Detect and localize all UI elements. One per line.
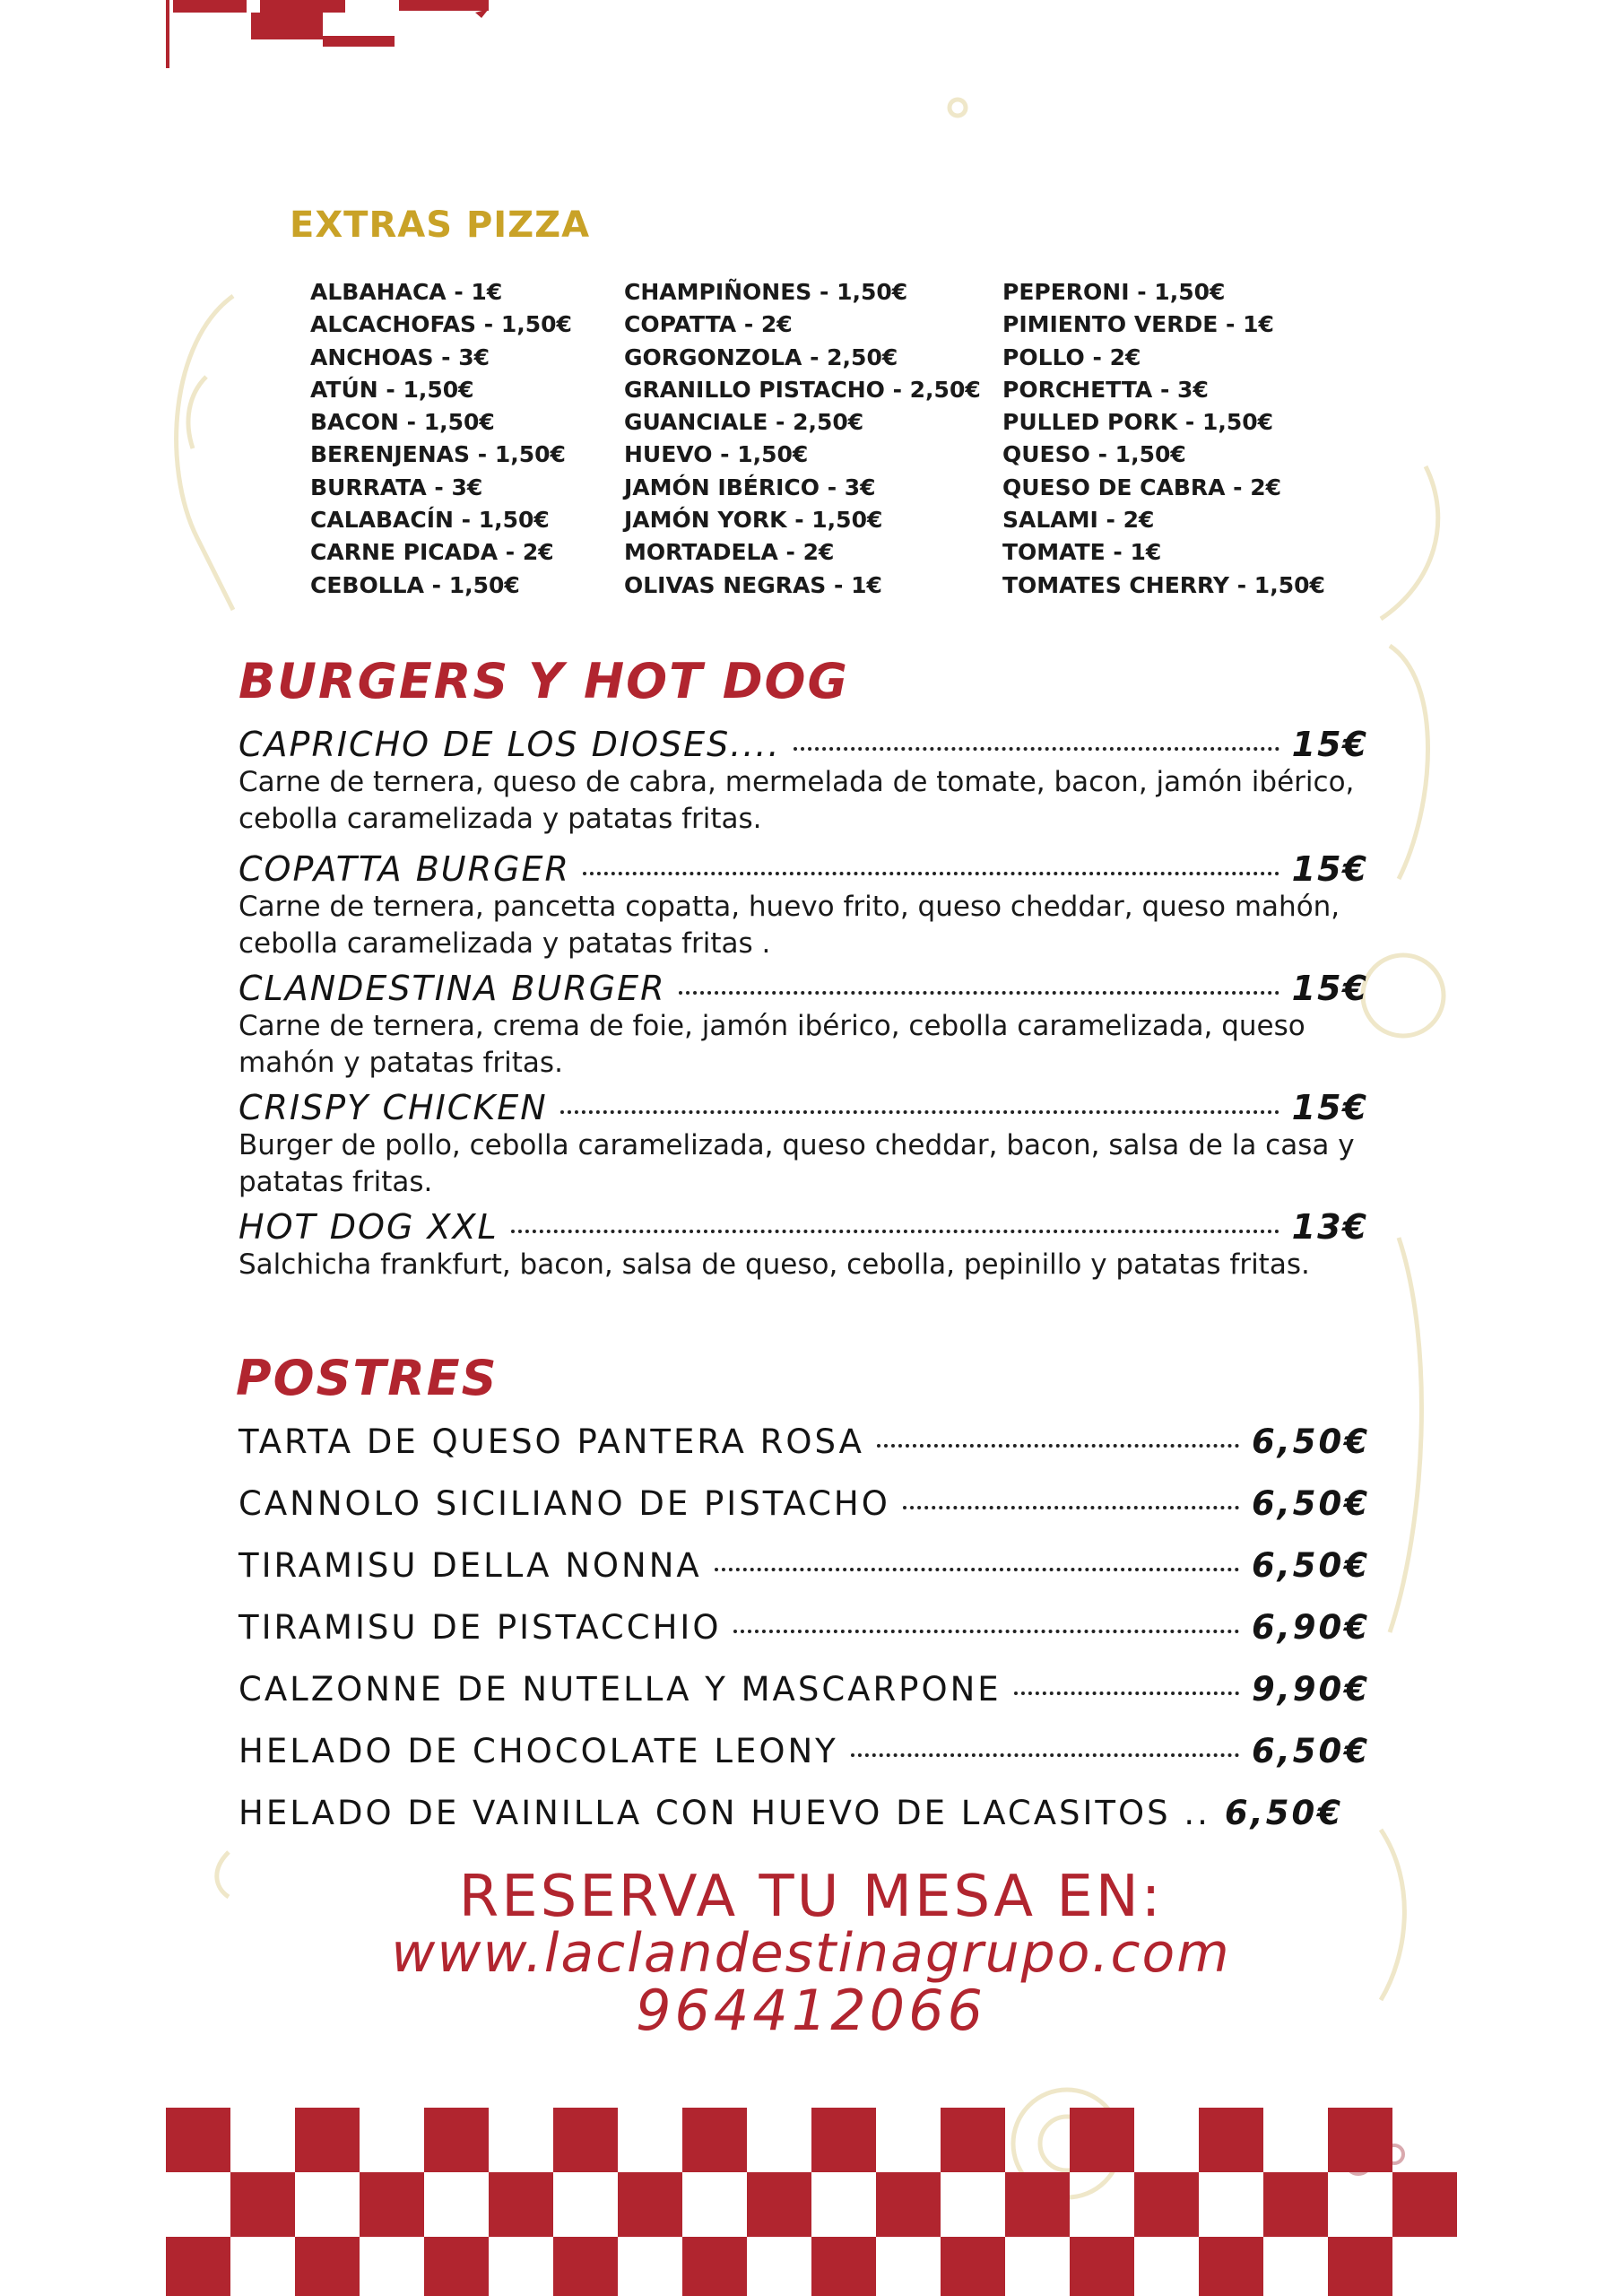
checker-square: [166, 2108, 230, 2172]
extras-item: GRANILLO PISTACHO - 2,50€: [624, 376, 981, 403]
extras-item: OLIVAS NEGRAS - 1€: [624, 571, 882, 598]
extras-item: GUANCIALE - 2,50€: [624, 409, 864, 436]
menu-item-price: 15€: [1291, 849, 1368, 889]
menu-item-description: Carne de ternera, pancetta copatta, huevo frito, queso cheddar, queso mahón, cebolla caramelizada y patatas fritas .: [239, 891, 1340, 960]
menu-item-header: [239, 1207, 1368, 1247]
dessert-item: [239, 1670, 1370, 1709]
checker-square: [1134, 2172, 1199, 2237]
menu-item: [239, 1207, 1368, 1283]
extras-item: CALABACÍN - 1,50€: [310, 507, 550, 534]
reservation-website-link[interactable]: www.laclandestinagrupo.com: [391, 1922, 1231, 1985]
checker-square: [1263, 2172, 1328, 2237]
extras-item: CHAMPIÑONES - 1,50€: [624, 279, 908, 305]
extras-item: ALCACHOFAS - 1,50€: [310, 311, 572, 338]
menu-item: [239, 969, 1368, 1082]
dessert-price: 6,50€: [1251, 1422, 1370, 1461]
checker-square: [424, 2108, 489, 2172]
dot-leader: [794, 747, 1279, 751]
menu-item-price: 15€: [1291, 1088, 1368, 1127]
menu-item-header: [239, 969, 1368, 1008]
extras-item: PIMIENTO VERDE - 1€: [1002, 311, 1274, 338]
menu-item: [239, 725, 1368, 838]
extras-item: QUESO DE CABRA - 2€: [1002, 474, 1282, 500]
dessert-item: [239, 1484, 1370, 1524]
checker-square: [747, 2172, 811, 2237]
menu-item-name: CLANDESTINA BURGER: [239, 969, 666, 1008]
checker-square: [1070, 2237, 1134, 2296]
extras-item: ANCHOAS - 3€: [310, 344, 490, 370]
dessert-name: TARTA DE QUESO PANTERA ROSA: [239, 1422, 864, 1461]
bottom-checker-pattern: [166, 2108, 1457, 2296]
checker-square: [876, 2172, 941, 2237]
checker-square: [682, 2108, 747, 2172]
dessert-item: [239, 1732, 1370, 1771]
extras-item: GORGONZOLA - 2,50€: [624, 344, 898, 370]
dessert-price: 6,50€: [1251, 1732, 1370, 1770]
dot-leader: [583, 872, 1279, 875]
menu-item-price: 15€: [1291, 969, 1368, 1008]
dessert-name: CALZONNE DE NUTELLA Y MASCARPONE: [239, 1670, 1002, 1709]
extras-item: COPATTA - 2€: [624, 311, 793, 338]
extras-item: CEBOLLA - 1,50€: [310, 571, 520, 598]
checker-square: [682, 2237, 747, 2296]
dessert-price: 6,90€: [1251, 1608, 1370, 1647]
checker-square: [230, 2172, 295, 2237]
menu-item-name: COPATTA BURGER: [239, 849, 570, 889]
extras-column-3: [1002, 276, 1325, 602]
dot-leader: [1014, 1692, 1239, 1695]
dot-leader: [877, 1444, 1239, 1448]
extras-item: BERENJENAS - 1,50€: [310, 441, 566, 468]
checker-square: [553, 2108, 618, 2172]
dessert-item: [239, 1608, 1370, 1648]
menu-item-price: 13€: [1291, 1207, 1368, 1247]
checker-square: [1005, 2172, 1070, 2237]
burgers-section-title: BURGERS Y HOT DOG: [239, 653, 849, 709]
menu-item-description: Burger de pollo, cebolla caramelizada, queso cheddar, bacon, salsa de la casa y patatas fritas.: [239, 1129, 1355, 1198]
menu-item-header: [239, 725, 1368, 764]
extras-item: QUESO - 1,50€: [1002, 441, 1186, 468]
checker-square: [811, 2108, 876, 2172]
menu-item-description: Carne de ternera, crema de foie, jamón ibérico, cebolla caramelizada, queso mahón y patatas fritas.: [239, 1010, 1305, 1079]
checker-square: [166, 2237, 230, 2296]
checker-square: [1199, 2237, 1263, 2296]
checker-square: [1328, 2108, 1392, 2172]
menu-item-header: [239, 849, 1368, 889]
extras-item: HUEVO - 1,50€: [624, 441, 809, 468]
dot-leader: [679, 991, 1279, 995]
menu-item-price: 15€: [1291, 725, 1368, 764]
menu-item-header: [239, 1088, 1368, 1127]
dot-leader: [715, 1568, 1239, 1571]
checker-square: [360, 2172, 424, 2237]
extras-column-1: [310, 276, 572, 602]
checker-square: [618, 2172, 682, 2237]
dot-leader: [903, 1506, 1239, 1509]
extras-item: TOMATE - 1€: [1002, 539, 1162, 566]
extras-item: SALAMI - 2€: [1002, 507, 1155, 534]
extras-item: JAMÓN YORK - 1,50€: [624, 507, 883, 534]
extras-item: PEPERONI - 1,50€: [1002, 279, 1226, 305]
menu-item-description: Salchicha frankfurt, bacon, salsa de queso, cebolla, pepinillo y patatas fritas.: [239, 1248, 1310, 1281]
dessert-price: 9,90€: [1251, 1670, 1370, 1709]
menu-item-name: CRISPY CHICKEN: [239, 1088, 548, 1127]
checker-square: [1392, 2172, 1457, 2237]
checker-square: [295, 2108, 360, 2172]
dessert-name: HELADO DE VAINILLA CON HUEVO DE LACASITOS ..: [239, 1794, 1210, 1832]
dot-leader: [733, 1630, 1238, 1633]
menu-item: [239, 849, 1368, 962]
extras-item: PULLED PORK - 1,50€: [1002, 409, 1274, 436]
postres-section-title: POSTRES: [236, 1350, 499, 1406]
extras-item: BACON - 1,50€: [310, 409, 495, 436]
extras-item: MORTADELA - 2€: [624, 539, 835, 566]
extras-item: BURRATA - 3€: [310, 474, 483, 500]
extras-item: JAMÓN IBÉRICO - 3€: [624, 474, 876, 500]
menu-item-name: HOT DOG XXL: [239, 1207, 499, 1247]
checker-square: [1328, 2237, 1392, 2296]
dessert-price: 6,50€: [1224, 1794, 1343, 1832]
dessert-item: [239, 1546, 1370, 1586]
dessert-name: HELADO DE CHOCOLATE LEONY: [239, 1732, 838, 1770]
reservation-heading: RESERVA TU MESA EN:: [458, 1864, 1164, 1930]
checker-square: [489, 2172, 553, 2237]
checker-square: [1070, 2108, 1134, 2172]
checker-square: [424, 2237, 489, 2296]
checker-square: [295, 2237, 360, 2296]
dot-leader: [851, 1753, 1239, 1757]
checker-square: [553, 2237, 618, 2296]
extras-item: ALBAHACA - 1€: [310, 279, 503, 305]
extras-pizza-title: EXTRAS PIZZA: [290, 204, 591, 246]
reservation-phone[interactable]: 964412066: [635, 1978, 987, 2043]
extras-item: CARNE PICADA - 2€: [310, 539, 554, 566]
extras-item: PORCHETTA - 3€: [1002, 376, 1209, 403]
dessert-item: [239, 1422, 1370, 1462]
dessert-name: CANNOLO SICILIANO DE PISTACHO: [239, 1484, 890, 1523]
dessert-name: TIRAMISU DE PISTACCHIO: [239, 1608, 722, 1647]
dot-leader: [560, 1110, 1279, 1114]
extras-item: TOMATES CHERRY - 1,50€: [1002, 571, 1325, 598]
checker-square: [1199, 2108, 1263, 2172]
extras-column-2: [624, 276, 981, 602]
menu-item-description: Carne de ternera, queso de cabra, mermelada de tomate, bacon, jamón ibérico, cebolla caramelizada y patatas fritas.: [239, 766, 1355, 835]
dessert-item: [239, 1794, 1370, 1833]
checker-square: [811, 2237, 876, 2296]
menu-item-name: CAPRICHO DE LOS DIOSES....: [239, 725, 781, 764]
dot-leader: [511, 1230, 1279, 1233]
dessert-name: TIRAMISU DELLA NONNA: [239, 1546, 702, 1585]
checker-square: [941, 2108, 1005, 2172]
dessert-price: 6,50€: [1251, 1546, 1370, 1585]
checker-square: [941, 2237, 1005, 2296]
dessert-price: 6,50€: [1251, 1484, 1370, 1523]
top-checker-pattern: [166, 0, 507, 72]
menu-item: [239, 1088, 1368, 1201]
extras-item: ATÚN - 1,50€: [310, 376, 474, 403]
extras-item: POLLO - 2€: [1002, 344, 1141, 370]
